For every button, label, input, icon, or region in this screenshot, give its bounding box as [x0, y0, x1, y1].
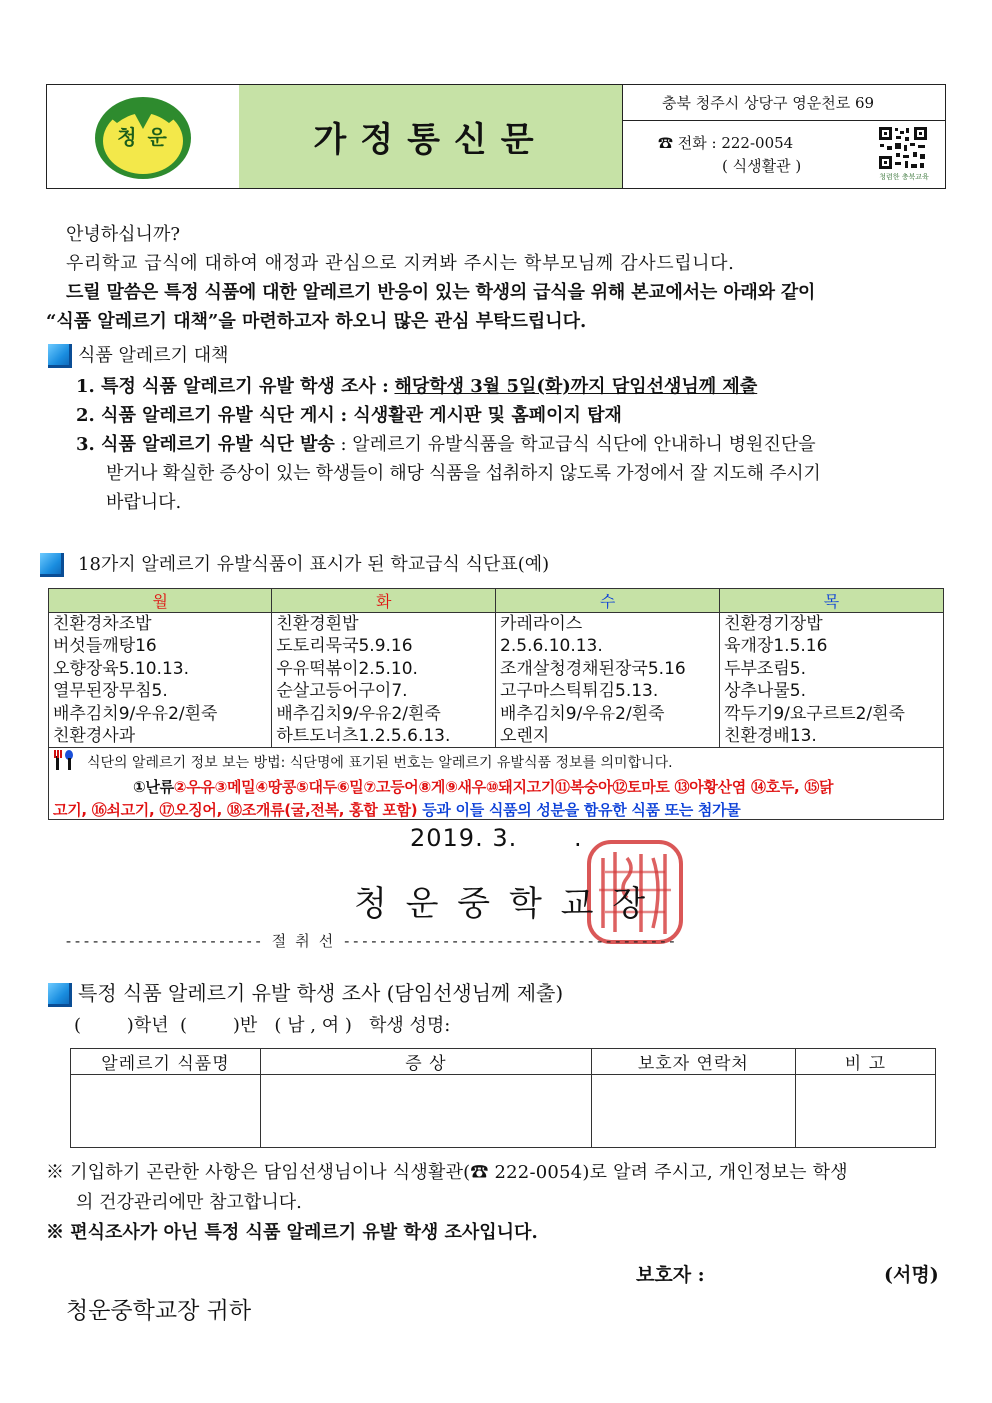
menu-item: 깍두기9/요구르트2/흰죽 — [724, 703, 905, 724]
item2-value: : 식생활관 게시판 및 홈페이지 탑재 — [340, 405, 622, 426]
countermeasure-item-3 — [76, 430, 816, 459]
item3-label: 3. 식품 알레르기 유발 식단 발송 — [76, 434, 335, 455]
section1-heading — [48, 341, 229, 370]
col-allergen-food: 알레르기 식품명 — [71, 1049, 261, 1075]
survey-header-row — [71, 1049, 936, 1075]
school-logo-cell — [47, 85, 240, 188]
thanks-line: 우리학교 급식에 대하여 애정과 관심으로 지켜봐 주시는 학부모님께 감사드립니다. — [66, 253, 735, 274]
phone-department: ( 식생활관 ) — [722, 157, 802, 175]
menu-item: 열무된장무침5. — [53, 681, 168, 702]
item1-value: 해당학생 3월 5일(화)까지 담임선생님께 제출 — [394, 376, 758, 397]
menu-cell-thursday — [720, 613, 944, 748]
menu-item: 순살고등어구이7. — [276, 681, 408, 702]
survey-entry-row — [71, 1075, 936, 1148]
countermeasure-item-2 — [76, 401, 622, 430]
issue-date: 2019. 3. — [410, 824, 518, 852]
guardian-label: 보호자 : — [636, 1264, 705, 1286]
menu-header-row — [49, 589, 944, 613]
allergen-8: ⑧게 — [418, 778, 446, 796]
remarks-input[interactable] — [795, 1075, 935, 1148]
allergen-17: ⑰오징어, — [159, 801, 222, 819]
menu-item: 친환경흰밥 — [276, 614, 359, 634]
allergen-food-input[interactable] — [71, 1075, 261, 1148]
menu-cell-monday — [49, 613, 272, 748]
menu-item: 하트도너츠1.2.5.6.13. — [276, 726, 451, 747]
allergen-note: 식단의 알레르기 정보 보는 방법: 식단명에 표기된 번호는 알레르기 유발식품 정보를 의미합니다. — [87, 755, 673, 771]
menu-item: 친환경배13. — [724, 726, 817, 747]
student-info-line: ( )학년 ( )반 ( 남 , 여 ) 학생 성명: — [74, 1015, 451, 1036]
privacy-note-line2: 의 건강관리에만 참고합니다. — [76, 1192, 302, 1213]
allergen-12: ⑫토마토 — [612, 778, 670, 796]
cut-line: ---------------------- 절 취 선 ------------------------------------- — [64, 932, 677, 950]
item1-label: 1. 특정 식품 알레르기 유발 학생 조사 : — [76, 376, 389, 397]
addressee: 청운중학교장 귀하 — [66, 1298, 252, 1324]
item3-continuation-1: 받거나 확실한 증상이 있는 학생들이 해당 식품을 섭취하지 않도록 가정에서 잘 지도해 주시기 — [106, 463, 821, 484]
logo-text: 청 운 — [117, 125, 169, 149]
item3-continuation-2: 바랍니다. — [106, 492, 182, 513]
col-guardian-contact: 보호자 연락처 — [591, 1049, 795, 1075]
menu-item: 2.5.6.10.13. — [500, 636, 603, 657]
day-monday: 월 — [49, 589, 272, 613]
intro-paragraph-line1: 드릴 말씀은 특정 식품에 대한 알레르기 반응이 있는 학생의 급식을 위해 본교에서는 아래와 같이 — [66, 282, 816, 303]
letter-title: 가정통신문 — [313, 120, 548, 160]
contact-cell — [622, 122, 945, 188]
section-bullet-icon — [48, 344, 72, 368]
greeting: 안녕하십니까? — [66, 224, 180, 245]
allergen-list-line1 — [133, 776, 833, 797]
countermeasure-item-1 — [76, 372, 757, 401]
menu-item: 우유떡볶이2.5.10. — [276, 658, 418, 679]
menu-row — [49, 613, 944, 748]
menu-item: 배추김치9/우유2/흰죽 — [276, 703, 441, 724]
symptom-input[interactable] — [260, 1075, 591, 1148]
allergen-1: ①난류 — [133, 778, 174, 796]
menu-item: 카레라이스 — [500, 614, 583, 634]
survey-purpose-note: ※ 편식조사가 아닌 특정 식품 알레르기 유발 학생 조사입니다. — [46, 1222, 538, 1243]
day-wednesday: 수 — [496, 589, 720, 613]
qr-caption: 청렴한 충북교육 — [879, 173, 929, 181]
allergen-15-cont: 고기, — [53, 801, 87, 819]
allergen-3: ③메밀 — [214, 778, 256, 796]
menu-item: 배추김치9/우유2/흰죽 — [53, 703, 218, 724]
allergen-14: ⑭호두, — [750, 778, 800, 796]
day-tuesday: 화 — [272, 589, 496, 613]
guardian-contact-input[interactable] — [591, 1075, 795, 1148]
sample-menu-table — [48, 588, 944, 748]
section3-heading-text: 특정 식품 알레르기 유발 학생 조사 (담임선생님께 제출) — [78, 981, 564, 1005]
menu-item: 상추나물5. — [724, 681, 806, 702]
title-cell — [239, 85, 623, 188]
signature-label: (서명) — [884, 1264, 939, 1286]
allergen-11: ⑪복숭아 — [555, 778, 613, 796]
allergy-survey-table — [70, 1048, 936, 1148]
section2-heading — [40, 550, 549, 579]
phone-number: ☎ 전화 : 222-0054 — [658, 134, 794, 152]
allergen-5: ⑤대두 — [296, 778, 337, 796]
section-bullet-icon — [48, 983, 72, 1007]
privacy-note-line1: ※ 기입하기 곤란한 사항은 담임선생님이나 식생활관(☎ 222-0054)로 알려 주시고, 개인정보는 학생 — [46, 1162, 848, 1183]
allergen-6: ⑥밀 — [336, 778, 364, 796]
item3-value: : 알레르기 유발식품을 학교급식 식단에 안내하니 병원진단을 — [340, 434, 816, 455]
allergen-2: ②우유 — [173, 778, 215, 796]
principal-name: 청 운 중 학 교 장 — [354, 884, 650, 924]
menu-item: 배추김치9/우유2/흰죽 — [500, 703, 665, 724]
issue-date-dot: . — [574, 824, 582, 852]
menu-item: 버섯들깨탕16 — [53, 636, 157, 657]
menu-item: 오렌지 — [500, 726, 550, 747]
allergen-info-box — [48, 746, 944, 820]
menu-item: 육개장1.5.16 — [724, 636, 828, 657]
day-thursday: 목 — [720, 589, 944, 613]
menu-cell-wednesday — [496, 613, 720, 748]
allergen-18: ⑱조개류(굴,전복, 홍합 포함) — [226, 801, 418, 819]
allergen-15: ⑮닭 — [804, 778, 834, 796]
allergen-4: ④땅콩 — [255, 778, 297, 796]
menu-item: 오향장육5.10.13. — [53, 658, 189, 679]
menu-item: 고구마스틱튀김5.13. — [500, 681, 659, 702]
item2-label: 2. 식품 알레르기 유발 식단 게시 — [76, 405, 335, 426]
col-symptom: 증 상 — [260, 1049, 591, 1075]
menu-cell-tuesday — [272, 613, 496, 748]
menu-item: 두부조림5. — [724, 658, 806, 679]
section3-heading — [48, 977, 563, 1007]
allergen-list-line2 — [53, 799, 741, 820]
allergen-13: ⑬아황산염 — [674, 778, 746, 796]
allergen-9: ⑨새우 — [445, 778, 486, 796]
menu-item: 친환경사과 — [53, 726, 136, 747]
intro-paragraph-line2: “식품 알레르기 대책”을 마련하고자 하오니 많은 관심 부탁드립니다. — [46, 311, 587, 332]
allergen-16: ⑯쇠고기, — [91, 801, 155, 819]
letter-header — [46, 84, 946, 189]
menu-item: 친환경차조밥 — [53, 614, 152, 634]
section1-heading-text: 식품 알레르기 대책 — [78, 345, 229, 366]
allergen-10: ⑩돼지고기 — [485, 778, 556, 796]
allergen-7: ⑦고등어 — [363, 778, 419, 796]
menu-item: 조개살청경채된장국5.16 — [500, 658, 686, 679]
section-bullet-icon — [40, 553, 64, 577]
qr-code-icon — [878, 126, 928, 170]
school-address: 충북 청주시 상당구 영운천로 69 — [622, 85, 945, 121]
menu-item: 친환경기장밥 — [724, 614, 823, 634]
menu-item: 도토리묵국5.9.16 — [276, 636, 413, 657]
fork-spoon-icon — [53, 750, 77, 770]
allergen-tail: 등과 이들 식품의 성분을 함유한 식품 또는 첨가물 — [422, 801, 741, 819]
col-remarks: 비 고 — [795, 1049, 935, 1075]
section2-heading-text: 18가지 알레르기 유발식품이 표시가 된 학교급식 식단표(예) — [78, 554, 550, 575]
